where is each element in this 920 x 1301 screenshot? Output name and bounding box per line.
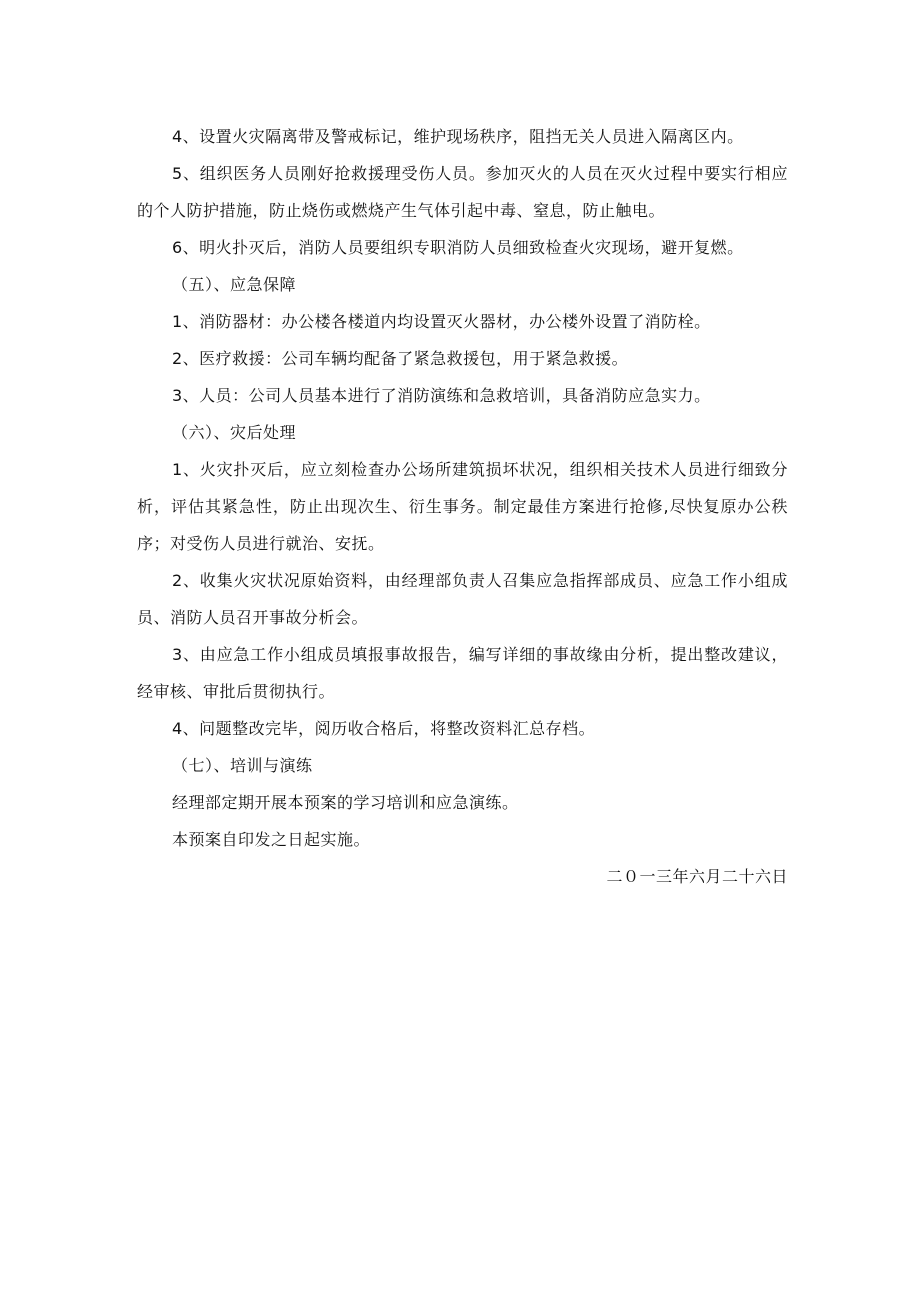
paragraph-damage-inspection: 1、火灾扑灭后，应立刻检查办公场所建筑损坏状况，组织相关技术人员进行细致分析，评估其紧急性，防止出现次生、衍生事务。制定最佳方案进行抢修,尽快复原办公秩序；对受伤人员进行就治、安抚。 <box>137 460 788 553</box>
section-heading-emergency-support: （五）、应急保障 <box>172 275 297 294</box>
section-heading-post-disaster: （六）、灾后处理 <box>172 423 297 442</box>
document-body <box>137 118 788 895</box>
paragraph-training-drills: 经理部定期开展本预案的学习培训和应急演练。 <box>172 793 519 812</box>
paragraph-fire-equipment: 1、消防器材：办公楼各楼道内均设置灭火器材，办公楼外设置了消防栓。 <box>172 312 711 331</box>
section-heading-training: （七）、培训与演练 <box>172 756 313 775</box>
paragraph-rectification: 4、问题整改完毕，阅历收合格后，将整改资料汇总存档。 <box>172 719 596 738</box>
paragraph-effective-date: 本预案自印发之日起实施。 <box>172 830 371 849</box>
paragraph-data-collection: 2、收集火灾状况原始资料，由经理部负责人召集应急指挥部成员、应急工作小组成员、消防人员召开事故分析会。 <box>137 571 788 627</box>
paragraph-medical-rescue: 5、组织医务人员刚好抢救援理受伤人员。参加灭火的人员在灭火过程中要实行相应的个人防护措施，防止烧伤或燃烧产生气体引起中毒、窒息，防止触电。 <box>137 164 788 220</box>
paragraph-post-extinguish-check: 6、明火扑灭后，消防人员要组织专职消防人员细致检查火灾现场，避开复燃。 <box>172 238 744 257</box>
paragraph-personnel: 3、人员：公司人员基本进行了消防演练和急救培训，具备消防应急实力。 <box>172 386 711 405</box>
paragraph-fire-isolation: 4、设置火灾隔离带及警戒标记，维护现场秩序，阻挡无关人员进入隔离区内。 <box>172 127 744 146</box>
paragraph-medical-aid: 2、医疗救援：公司车辆均配备了紧急救援包，用于紧急救援。 <box>172 349 629 368</box>
document-date: 二０一三年六月二十六日 <box>606 867 788 886</box>
paragraph-incident-report: 3、由应急工作小组成员填报事故报告，编写详细的事故缘由分析，提出整改建议，经审核、审批后贯彻执行。 <box>137 645 788 701</box>
